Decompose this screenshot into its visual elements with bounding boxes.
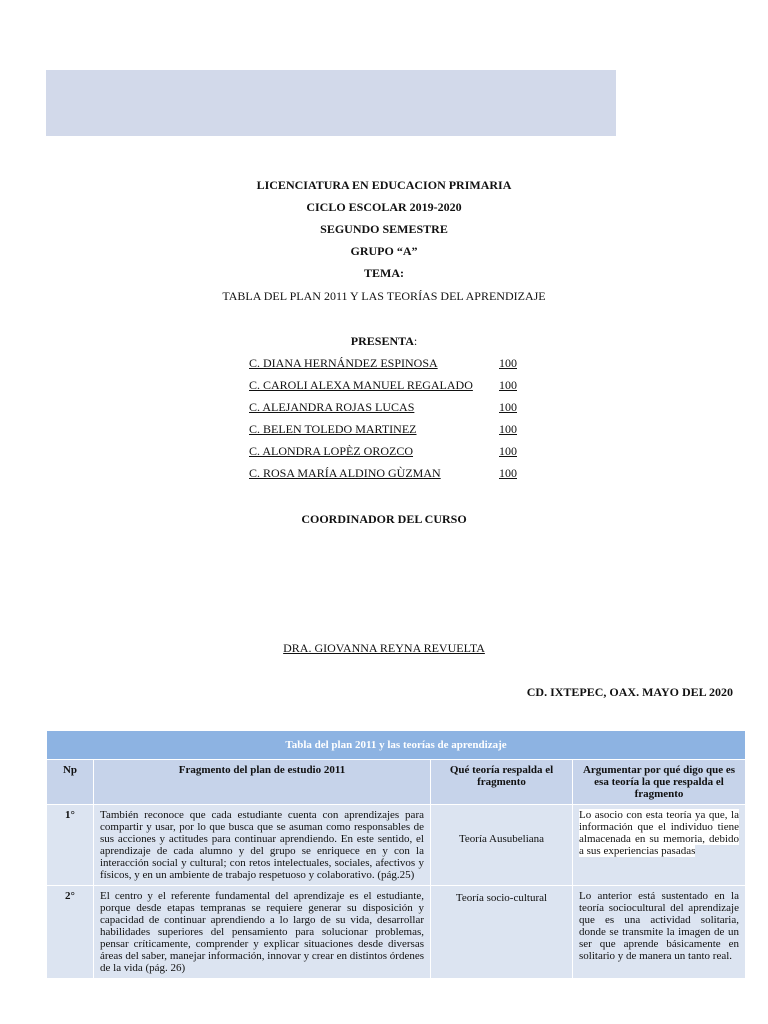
header-theory: Qué teoría respalda el fragmento: [431, 760, 573, 805]
table-row: [47, 886, 746, 979]
group: GRUPO “A”: [350, 244, 418, 258]
student-grade: 100: [499, 400, 517, 414]
student-name: C. ROSA MARÍA ALDINO GÙZMAN: [249, 466, 441, 480]
student-grade: 100: [499, 444, 517, 458]
place-date: CD. IXTEPEC, OAX. MAYO DEL 2020: [526, 685, 733, 699]
table-caption: Tabla del plan 2011 y las teorías de aprendizaje: [47, 731, 746, 760]
row-theory: Teoría socio-cultural: [431, 886, 573, 979]
header-fragment: Fragmento del plan de estudio 2011: [94, 760, 431, 805]
student-name: C. BELEN TOLEDO MARTINEZ: [249, 422, 417, 436]
row-argument: [573, 805, 746, 886]
header-np: Np: [47, 760, 94, 805]
presenta-colon: :: [413, 334, 418, 348]
coordinator-name: DRA. GIOVANNA REYNA REVUELTA: [283, 641, 485, 655]
student-name: C. ALONDRA LOPÈZ OROZCO: [249, 444, 414, 458]
student-grade: 100: [499, 422, 517, 436]
header-argument: Argumentar por qué digo que es esa teoría la que respalda el fragmento: [573, 760, 746, 805]
semester: SEGUNDO SEMESTRE: [320, 222, 448, 236]
student-name: C. DIANA HERNÁNDEZ ESPINOSA: [249, 356, 438, 370]
header-banner: [46, 70, 616, 136]
student-name: C. ALEJANDRA ROJAS LUCAS: [249, 400, 415, 414]
presenta-label: PRESENTA: [350, 334, 414, 348]
topic: TABLA DEL PLAN 2011 Y LAS TEORÍAS DEL APRENDIZAJE: [222, 289, 546, 303]
student-row: [249, 422, 529, 444]
student-row: [249, 378, 529, 400]
table-row: [47, 805, 746, 886]
table-header-row: [47, 760, 746, 805]
student-name: C. CAROLI ALEXA MANUEL REGALADO: [249, 378, 473, 392]
row-number: 1°: [47, 805, 94, 886]
row-theory: Teoría Ausubeliana: [431, 805, 573, 886]
student-row: [249, 356, 529, 378]
student-list: [249, 356, 529, 488]
coordinator-label: COORDINADOR DEL CURSO: [301, 512, 467, 526]
student-grade: 100: [499, 466, 517, 480]
row-fragment: El centro y el referente fundamental del aprendizaje es el estudiante, porque desde etapas tempranas se requiere generar su disposición y capacidad de continuar aprendiendo a lo largo de su vida, desarrollar habilidades superiores del pensamiento para solucionar problemas, pensar críticamente, comprender y explicar situaciones desde diversas áreas del saber, manejar información, innovar y crear en distintos órdenes de la vida (pág. 26): [94, 886, 431, 979]
topic-label: TEMA:: [364, 266, 404, 280]
student-grade: 100: [499, 356, 517, 370]
student-row: [249, 466, 529, 488]
table-caption-row: [47, 731, 746, 760]
student-grade: 100: [499, 378, 517, 392]
theories-table: [46, 730, 746, 979]
school-cycle: CICLO ESCOLAR 2019-2020: [306, 200, 462, 214]
row-fragment: También reconoce que cada estudiante cuenta con aprendizajes para compartir y usar, por lo que busca que se asuman como responsables de sus acciones y actitudes para continuar aprendiendo. En este sentido, el aprendizaje de cada alumno y del grupo se enriquece en y con la interacción social y cultural; con retos intelectuales, sociales, afectivos y físicos, y en un ambiente de trabajo respetuoso y colaborativo. (pág.25): [94, 805, 431, 886]
student-row: [249, 444, 529, 466]
row-number: 2°: [47, 886, 94, 979]
degree-title: LICENCIATURA EN EDUCACION PRIMARIA: [256, 178, 512, 192]
row-argument: Lo anterior está sustentado en la teoría sociocultural del aprendizaje que es una actividad solitaria, donde se transmite la imagen de un ser que aprende básicamente en solitario y de manera un tanto real.: [573, 886, 746, 979]
highlighted-argument: Lo asocio con esta teoría ya que, la información que el individuo tiene almacenada en su memoria, debido a sus experiencias pasadas: [579, 809, 739, 857]
student-row: [249, 400, 529, 422]
presenta-heading: [0, 334, 768, 349]
